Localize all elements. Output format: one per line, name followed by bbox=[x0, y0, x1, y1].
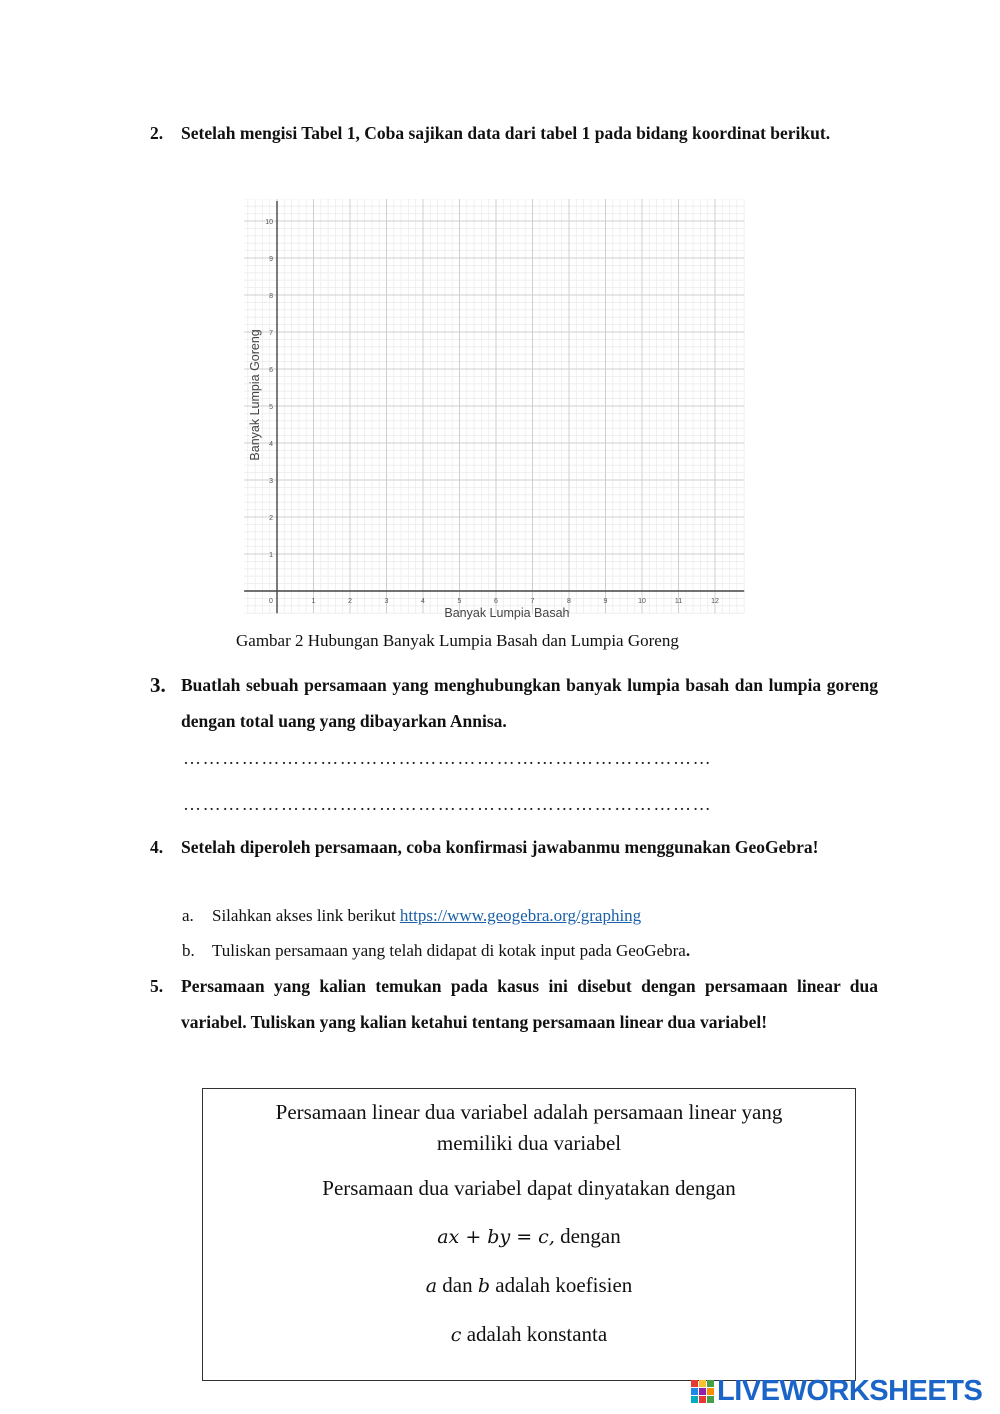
logo-square bbox=[691, 1396, 698, 1403]
y-tick-label: 6 bbox=[269, 367, 273, 374]
question-number: 4. bbox=[150, 837, 164, 857]
equation: ax + by = c, bbox=[437, 1226, 555, 1248]
item-end: . bbox=[685, 941, 691, 960]
y-tick-label: 10 bbox=[265, 219, 273, 226]
answer-line[interactable]: ……………………………………………………………………… bbox=[183, 794, 713, 814]
item-text: Tuliskan persamaan yang telah didapat di kotak input pada GeoGebra bbox=[212, 941, 686, 960]
constant-text: adalah konstanta bbox=[461, 1322, 608, 1346]
question-3 bbox=[150, 667, 878, 739]
x-tick-label: 6 bbox=[494, 598, 498, 605]
geogebra-link[interactable]: https://www.geogebra.org/graphing bbox=[399, 906, 642, 925]
x-tick-label: 9 bbox=[603, 598, 608, 605]
question-number: 2. bbox=[150, 123, 164, 143]
conjunction: dan bbox=[437, 1273, 478, 1297]
definition-line: Persamaan linear dua variabel adalah persamaan linear yang memiliki dua variabel bbox=[275, 1100, 783, 1155]
y-tick-label: 7 bbox=[269, 330, 273, 337]
question-4a bbox=[182, 904, 641, 928]
var-c: c bbox=[450, 1324, 462, 1346]
figure-caption: Gambar 2 Hubungan Banyak Lumpia Basah dan Lumpia Goreng bbox=[236, 631, 679, 650]
logo-square bbox=[707, 1396, 714, 1403]
logo-square bbox=[691, 1388, 698, 1395]
logo-text: LIVEWORKSHEETS bbox=[717, 1374, 983, 1407]
y-tick-label: 3 bbox=[269, 478, 273, 485]
constant-line bbox=[203, 1319, 855, 1350]
x-tick-label: 7 bbox=[530, 598, 535, 605]
question-text: Persamaan yang kalian temukan pada kasus ini disebut dengan persamaan linear dua variabel. Tuliskan yang kalian ketahui tentang persamaan linear dua variabel! bbox=[181, 976, 878, 1032]
x-tick-label: 4 bbox=[421, 598, 425, 605]
y-axis-label: Banyak Lumpia Goreng bbox=[248, 329, 262, 461]
question-4 bbox=[150, 829, 878, 865]
item-text: Silahkan akses link berikut bbox=[212, 906, 400, 925]
logo-square bbox=[707, 1380, 714, 1387]
logo-square bbox=[707, 1388, 714, 1395]
x-tick-label: 2 bbox=[348, 598, 352, 605]
y-tick-label: 2 bbox=[269, 515, 273, 522]
x-tick-label: 1 bbox=[311, 598, 316, 605]
question-text: Buatlah sebuah persamaan yang menghubungkan banyak lumpia basah dan lumpia goreng dengan total uang yang dibayarkan Annisa. bbox=[181, 675, 878, 731]
coordinate-chart bbox=[244, 199, 750, 629]
var-a: a bbox=[425, 1275, 438, 1297]
answer-line[interactable]: ……………………………………………………………………… bbox=[183, 748, 713, 768]
x-tick-label: 3 bbox=[384, 598, 389, 605]
question-4b bbox=[182, 939, 690, 963]
x-tick-label: 0 bbox=[269, 598, 273, 605]
question-number: 5. bbox=[150, 976, 164, 996]
x-tick-label: 11 bbox=[674, 598, 683, 605]
y-tick-label: 5 bbox=[269, 404, 273, 411]
question-number: 3. bbox=[150, 673, 166, 697]
x-tick-label: 5 bbox=[457, 598, 462, 605]
x-tick-label: 10 bbox=[638, 598, 646, 605]
x-tick-label: 12 bbox=[711, 598, 719, 605]
question-text: Setelah diperoleh persamaan, coba konfirmasi jawabanmu menggunakan GeoGebra! bbox=[181, 837, 819, 857]
definition-box bbox=[202, 1088, 856, 1381]
x-axis-label: Banyak Lumpia Basah bbox=[444, 606, 570, 620]
question-text: Setelah mengisi Tabel 1, Coba sajikan data dari tabel 1 pada bidang koordinat berikut. bbox=[181, 123, 831, 143]
coordinate-plane bbox=[244, 199, 750, 629]
liveworksheets-logo bbox=[691, 1376, 982, 1406]
y-tick-label: 8 bbox=[269, 293, 273, 300]
logo-square bbox=[699, 1396, 706, 1403]
item-label: a. bbox=[182, 906, 194, 925]
question-2 bbox=[150, 115, 878, 151]
coefficient-line bbox=[203, 1270, 855, 1301]
coefficient-text: adalah koefisien bbox=[490, 1273, 633, 1297]
logo-square bbox=[699, 1388, 706, 1395]
item-label: b. bbox=[182, 941, 195, 960]
equation-suffix: dengan bbox=[554, 1224, 621, 1248]
var-b: b bbox=[477, 1275, 491, 1297]
y-tick-label: 1 bbox=[269, 552, 273, 559]
logo-square bbox=[691, 1380, 698, 1387]
definition-line: Persamaan dua variabel dapat dinyatakan dengan bbox=[322, 1176, 736, 1200]
x-tick-label: 8 bbox=[567, 598, 571, 605]
equation-line bbox=[203, 1221, 855, 1252]
y-tick-label: 4 bbox=[269, 441, 273, 448]
question-5 bbox=[150, 968, 878, 1040]
y-tick-label: 9 bbox=[269, 256, 273, 263]
logo-icon bbox=[691, 1380, 714, 1403]
logo-square bbox=[699, 1380, 706, 1387]
